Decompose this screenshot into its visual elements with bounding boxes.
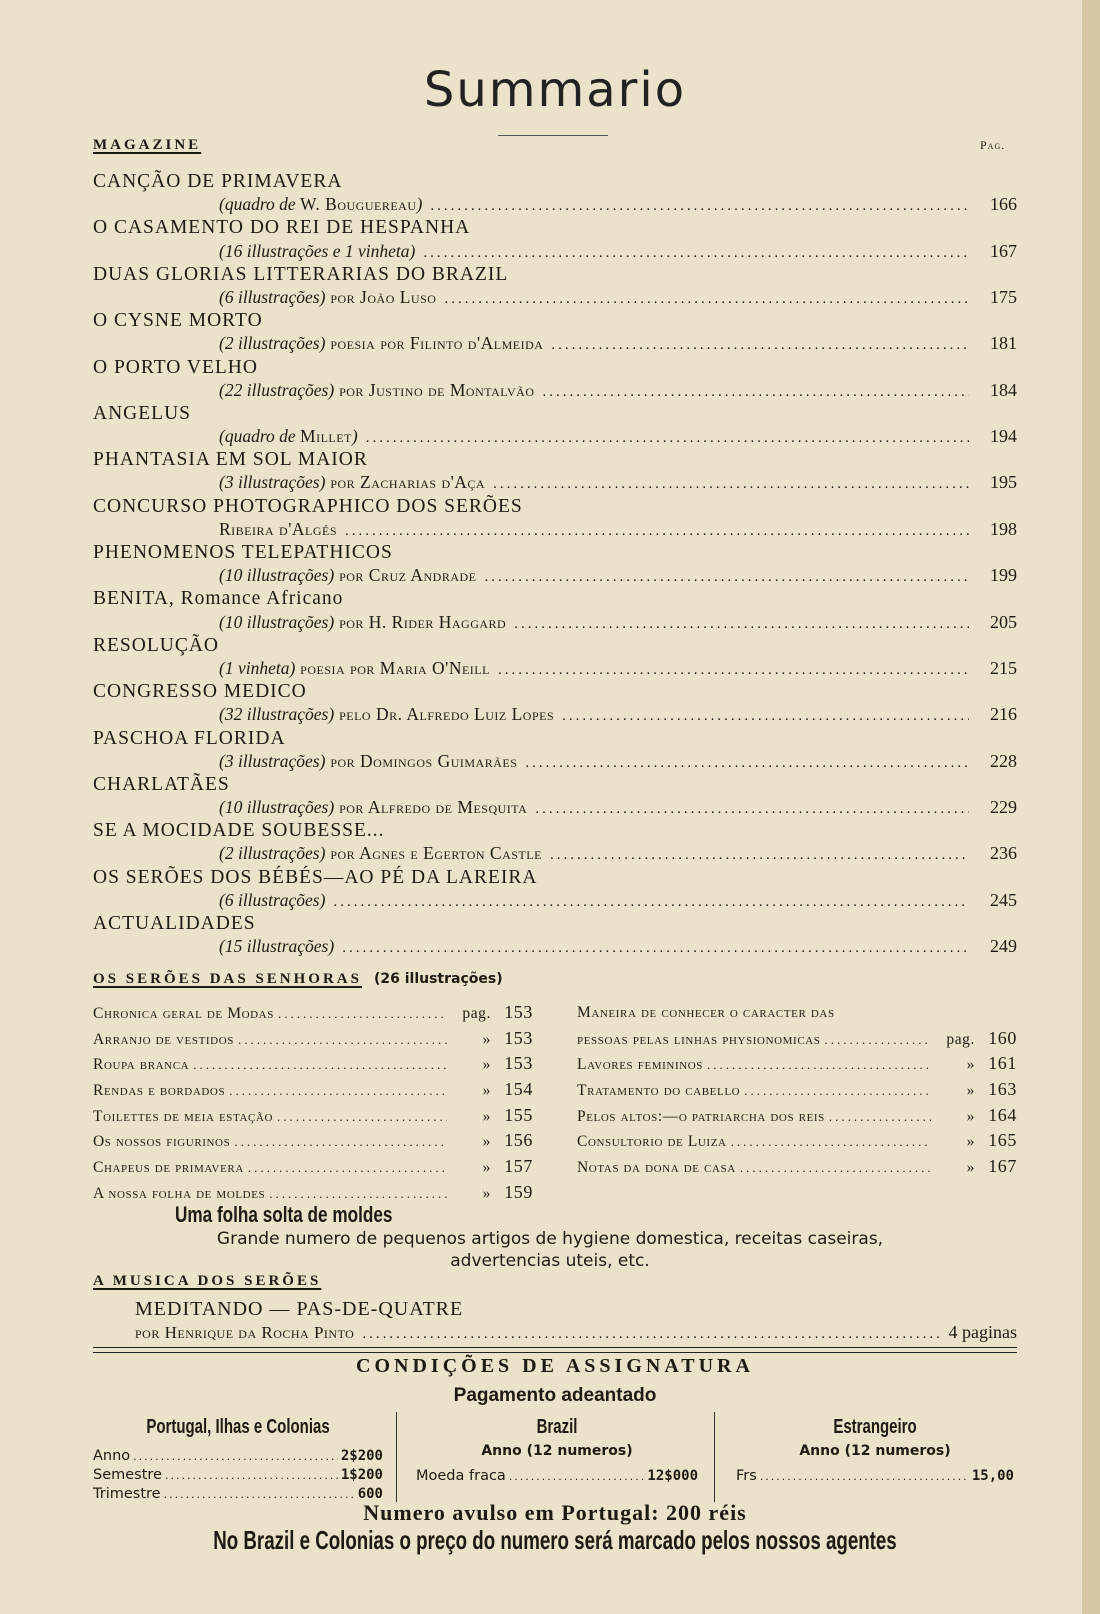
toc-entry-detail: (22 illustrações) por Justino de Montalvão ..... 184 — [93, 379, 1017, 402]
toc-entry-title: DUAS GLORIAS LITTERARIAS DO BRAZIL — [93, 263, 509, 285]
toc-entry-title: CHARLATÃES — [93, 773, 230, 795]
toc-page-number: 229 — [990, 797, 1017, 818]
senhoras-item: Chapeus de primavera ..... » 157 — [93, 1154, 533, 1180]
senhoras-item: Chronica geral de Modas ..... pag. 153 — [93, 1000, 533, 1026]
senhoras-item: Roupa branca ..... » 153 — [93, 1051, 533, 1077]
toc-entry-detail: (6 illustrações) ..... 245 — [93, 889, 1017, 912]
toc-entry-title: O CYSNE MORTO — [93, 310, 263, 332]
toc-page-number: 181 — [990, 333, 1017, 354]
price-row: Moeda fraca ..... 12$000 — [416, 1467, 698, 1486]
toc-entry-detail: (6 illustrações) por João Luso ..... 175 — [93, 286, 1017, 309]
toc-entry-detail: (10 illustrações) por Alfredo de Mesquita ..... 229 — [93, 796, 1017, 819]
toc-entry-title: O PORTO VELHO — [93, 356, 258, 378]
toc-entry-title: CONGRESSO MEDICO — [93, 681, 307, 703]
toc-entry — [93, 356, 1017, 402]
musica-byline — [135, 1320, 1017, 1344]
leader-dots — [562, 705, 969, 728]
toc-entry-title: RESOLUÇÃO — [93, 634, 220, 656]
toc-entry-detail: (quadro de W. Bouguereau) ..... 166 — [93, 193, 1017, 216]
toc-entry-title: ACTUALIDADES — [93, 913, 256, 934]
price-estrangeiro-sub: Anno (12 numeros) — [799, 1443, 951, 1459]
toc-entry-title: ANGELUS — [93, 402, 191, 424]
toc-entry — [93, 634, 1017, 680]
toc-page-number: 228 — [990, 750, 1017, 771]
toc-entry-title: CONCURSO PHOTOGRAPHICO DOS SERÕES — [93, 495, 523, 517]
toc-page-number: 236 — [990, 843, 1017, 864]
toc-page-number: 194 — [990, 426, 1017, 447]
toc-entry — [93, 263, 1017, 309]
musica-title: MEDITANDO — PAS-DE-QUATRE — [135, 1298, 464, 1320]
senhoras-right-column — [577, 1000, 1017, 1180]
leader-dots — [535, 798, 969, 821]
price-brazil — [416, 1416, 698, 1486]
leader-dots — [345, 520, 969, 543]
toc-entry — [93, 170, 1017, 216]
senhoras-heading-row — [93, 970, 503, 988]
leader-dots — [333, 891, 969, 914]
toc-page-number: 216 — [990, 704, 1017, 725]
toc-entry-title: OS SERÕES DOS BÉBÉS—AO PÉ DA LAREIRA — [93, 866, 538, 888]
toc-page-number: 249 — [990, 936, 1017, 957]
leader-dots — [248, 1155, 447, 1181]
toc-entry-title: PHENOMENOS TELEPATHICOS — [93, 542, 393, 563]
leader-dots — [744, 1078, 931, 1104]
toc-entry — [93, 819, 1017, 865]
toc-entry-title: BENITA, Romance Africano — [93, 588, 344, 610]
toc-page-number: 198 — [990, 518, 1017, 539]
toc-entry-title: PHANTASIA EM SOL MAIOR — [93, 449, 368, 471]
price-estrangeiro — [736, 1416, 1014, 1486]
toc-entry-detail: (16 illustrações e 1 vinheta) ..... 167 — [93, 240, 1017, 263]
toc-entry — [93, 727, 1017, 773]
toc-entry-detail: (15 illustrações) ..... 249 — [93, 935, 1017, 958]
leader-dots — [430, 195, 969, 218]
toc-page-number: 195 — [990, 472, 1017, 493]
leader-dots — [493, 473, 969, 496]
price-portugal-head: Portugal, Ilhas e Colonias — [146, 1416, 330, 1438]
leader-dots — [551, 334, 969, 357]
magazine-heading: MAGAZINE — [93, 137, 202, 153]
toc-page-number: 166 — [990, 194, 1017, 215]
toc-entry — [93, 309, 1017, 355]
price-row: Frs ..... 15,00 — [736, 1467, 1014, 1486]
leader-dots — [498, 659, 969, 682]
price-brazil-sub: Anno (12 numeros) — [481, 1443, 633, 1459]
leader-dots — [707, 1052, 931, 1078]
leader-dots — [825, 1027, 931, 1053]
toc-entry — [93, 912, 1017, 958]
musica-heading: A MUSICA DOS SERÕES — [93, 1273, 322, 1289]
leader-dots — [238, 1027, 447, 1053]
leader-dots — [514, 613, 969, 636]
toc-page-number: 215 — [990, 657, 1017, 678]
section-divider — [93, 1347, 1017, 1353]
toc-list — [93, 170, 1017, 958]
toc-page-number: 175 — [990, 286, 1017, 307]
senhoras-item: Os nossos figurinos ..... » 156 — [93, 1128, 533, 1154]
senhoras-item: Notas da dona de casa ..... » 167 — [577, 1154, 1017, 1180]
toc-entry — [93, 680, 1017, 726]
page-title: Summario — [423, 62, 687, 118]
senhoras-item: pessoas pelas linhas physionomicas ..... pag. 160 — [577, 1026, 1017, 1052]
toc-entry — [93, 402, 1017, 448]
leader-dots — [229, 1078, 447, 1104]
leader-dots — [362, 1322, 940, 1346]
senhoras-item: Rendas e bordados ..... » 154 — [93, 1077, 533, 1103]
pag-heading: Pag. — [980, 138, 1006, 152]
musica-author: por Henrique da Rocha Pinto — [135, 1323, 355, 1342]
folha-moldes: Uma folha solta de moldes — [175, 1202, 393, 1227]
avulso-note: Numero avulso em Portugal: 200 réis — [363, 1500, 747, 1525]
toc-entry-title: SE A MOCIDADE SOUBESSE... — [93, 820, 385, 842]
senhoras-item: Toilettes de meia estação ..... » 155 — [93, 1103, 533, 1129]
toc-entry — [93, 541, 1017, 587]
toc-entry — [93, 866, 1017, 912]
leader-dots — [550, 844, 969, 867]
folha-desc-1: Grande numero de pequenos artigos de hygiene domestica, receitas caseiras, — [216, 1229, 884, 1249]
toc-entry-detail: Ribeira d'Algés ..... 198 — [93, 518, 1017, 541]
leader-dots — [444, 288, 969, 311]
toc-entry-detail: (2 illustrações) por Agnes e Egerton Castle ..... 236 — [93, 842, 1017, 865]
toc-entry-detail: (3 illustrações) por Zacharias d'Aça ..... 195 — [93, 471, 1017, 494]
title-rule — [498, 135, 608, 136]
price-row: Anno ..... 2$200 — [93, 1447, 383, 1466]
condicoes-title: CONDIÇÕES DE ASSIGNATURA — [356, 1355, 754, 1377]
price-portugal — [93, 1416, 383, 1504]
toc-entry — [93, 495, 1017, 541]
toc-entry — [93, 448, 1017, 494]
leader-dots — [543, 381, 969, 404]
leader-dots — [234, 1129, 447, 1155]
senhoras-item: Arranjo de vestidos ..... » 153 — [93, 1026, 533, 1052]
column-separator — [396, 1412, 397, 1502]
toc-entry-detail: (3 illustrações) por Domingos Guimarães ..... 228 — [93, 750, 1017, 773]
toc-page-number: 184 — [990, 379, 1017, 400]
toc-entry-detail: (10 illustrações) por Cruz Andrade ..... 199 — [93, 564, 1017, 587]
price-brazil-head: Brazil — [536, 1416, 578, 1438]
toc-entry-title: PASCHOA FLORIDA — [93, 727, 286, 749]
leader-dots — [366, 427, 969, 450]
leader-dots — [193, 1052, 447, 1078]
senhoras-item: Lavores femininos ..... » 161 — [577, 1051, 1017, 1077]
leader-dots — [277, 1104, 447, 1130]
toc-entry-detail: (quadro de Millet) ..... 194 — [93, 425, 1017, 448]
leader-dots — [829, 1104, 931, 1130]
folha-desc-2: advertencias uteis, etc. — [450, 1251, 650, 1271]
toc-entry-detail: (1 vinheta) poesia por Maria O'Neill ..... 215 — [93, 657, 1017, 680]
leader-dots — [525, 752, 969, 775]
toc-entry-detail: (10 illustrações) por H. Rider Haggard ..... 205 — [93, 611, 1017, 634]
senhoras-count: (26 illustrações) — [373, 971, 503, 987]
senhoras-right-first: Maneira de conhecer o caracter das — [577, 1004, 835, 1021]
senhoras-item: Pelos altos:—o patriarcha dos reis ..... » 164 — [577, 1103, 1017, 1129]
condicoes-subtitle: Pagamento adeantado — [453, 1385, 657, 1406]
toc-page-number: 245 — [990, 889, 1017, 910]
price-estrangeiro-head: Estrangeiro — [833, 1416, 917, 1438]
leader-dots — [485, 566, 969, 589]
column-separator — [714, 1412, 715, 1502]
senhoras-heading: OS SERÕES DAS SENHORAS — [93, 971, 362, 987]
brazil-price-note: No Brazil e Colonias o preço do numero será marcado pelos nossos agentes — [213, 1525, 897, 1555]
leader-dots — [278, 1001, 447, 1027]
toc-page-number: 199 — [990, 565, 1017, 586]
leader-dots — [342, 937, 969, 960]
senhoras-item: A nossa folha de moldes ..... » 159 — [93, 1180, 533, 1206]
musica-pages: 4 paginas — [948, 1322, 1017, 1342]
toc-entry — [93, 587, 1017, 633]
senhoras-item: Consultorio de Luiza ..... » 165 — [577, 1128, 1017, 1154]
price-row: Semestre ..... 1$200 — [93, 1466, 383, 1485]
senhoras-left-column — [93, 1000, 533, 1206]
toc-entry-detail: (32 illustrações) pelo Dr. Alfredo Luiz Lopes ..... 216 — [93, 703, 1017, 726]
toc-entry-detail: (2 illustrações) poesia por Filinto d'Almeida ..... 181 — [93, 332, 1017, 355]
toc-page-number: 167 — [990, 240, 1017, 261]
leader-dots — [423, 242, 969, 265]
toc-entry-title: CANÇÃO DE PRIMAVERA — [93, 171, 343, 192]
leader-dots — [731, 1129, 931, 1155]
toc-entry — [93, 773, 1017, 819]
leader-dots — [740, 1155, 931, 1181]
senhoras-item: Tratamento do cabello ..... » 163 — [577, 1077, 1017, 1103]
toc-entry-title: O CASAMENTO DO REI DE HESPANHA — [93, 217, 471, 239]
toc-entry — [93, 216, 1017, 262]
toc-page-number: 205 — [990, 611, 1017, 632]
price-row: Trimestre ..... 600 — [93, 1485, 383, 1504]
